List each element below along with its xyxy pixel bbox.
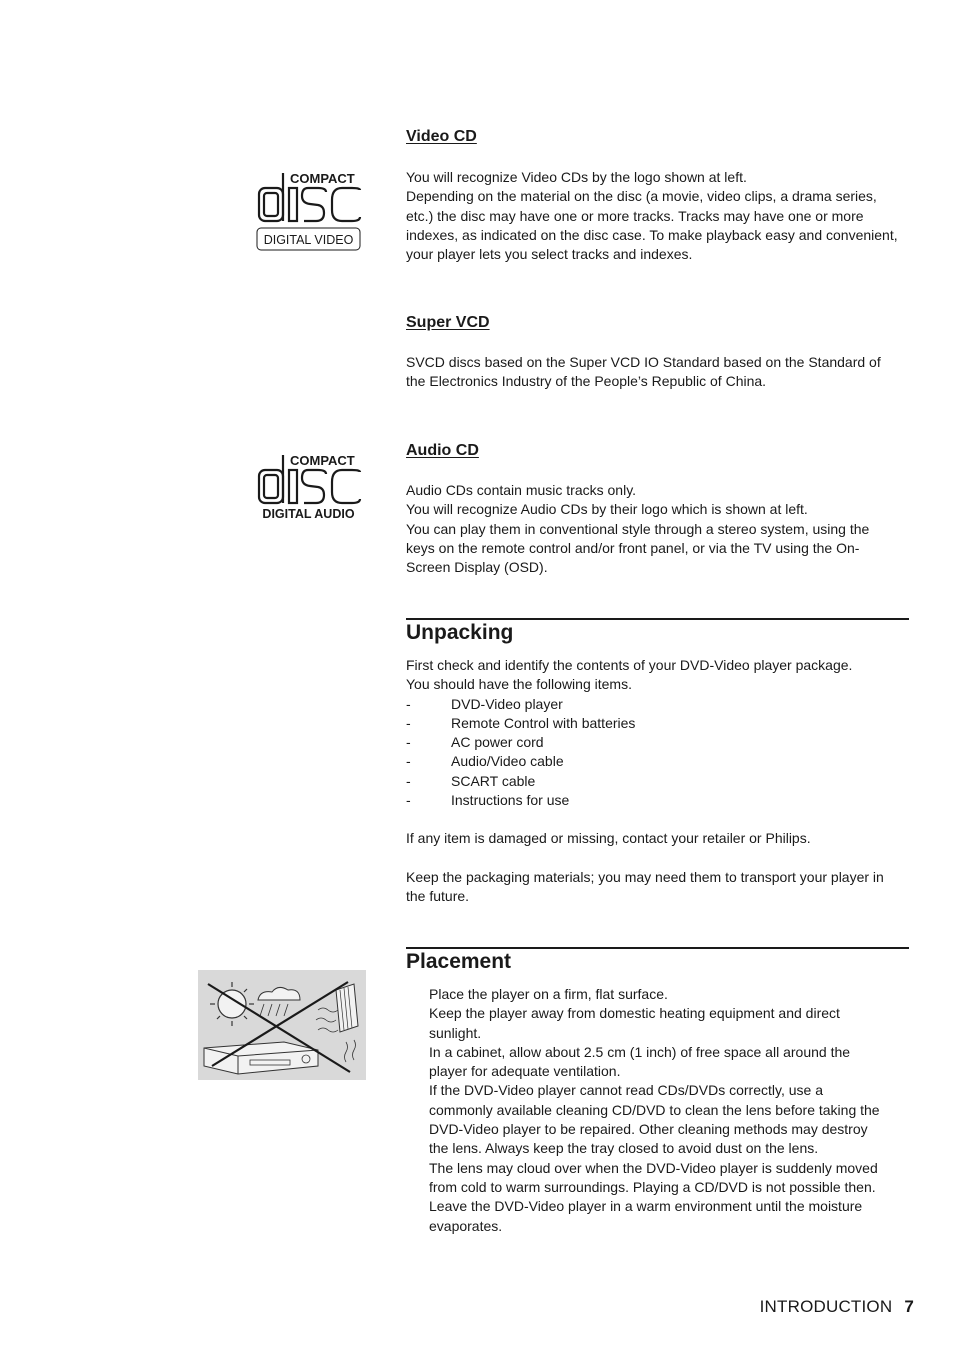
audio-cd-line: You can play them in conventional style through a stereo system, using the (406, 520, 870, 537)
video-cd-line: etc.) the disc may have one or more tracks. Tracks may have one or more (406, 207, 864, 224)
placement-line: evaporates. (429, 1217, 503, 1234)
video-cd-heading: Video CD (406, 128, 477, 145)
audio-cd-line: Audio CDs contain music tracks only. (406, 482, 637, 498)
list-item: - DVD-Video player (406, 695, 563, 712)
super-vcd-line: SVCD discs based on the Super VCD IO Standard based on the Standard of (406, 354, 881, 370)
unpacking-item-list (406, 695, 909, 811)
placement-line: DVD-Video player to be repaired. Other cleaning methods may destroy (429, 1121, 868, 1138)
list-item: - SCART cable (406, 772, 536, 789)
unpacking-heading: Unpacking (406, 618, 909, 646)
placement-warning-icon (198, 970, 366, 1080)
list-item: - Audio/Video cable (406, 753, 564, 770)
page-footer (760, 1297, 914, 1317)
video-cd-line: You will recognize Video CDs by the logo shown at left. (406, 169, 747, 185)
placement-line: from cold to warm surroundings. Playing a CD/DVD is not possible then. (429, 1178, 876, 1195)
placement-line: sunlight. (429, 1024, 482, 1041)
placement-line: player for adequate ventilation. (429, 1063, 621, 1080)
unpacking-intro: You should have the following items. (406, 676, 632, 693)
logo-top-text: COMPACT (290, 171, 355, 186)
super-vcd-section (406, 313, 909, 392)
video-cd-line: Depending on the material on the disc (a movie, video clips, a drama series, (406, 188, 877, 205)
logo-bottom-text: DIGITAL AUDIO (262, 507, 355, 521)
list-item: - AC power cord (406, 734, 544, 751)
video-cd-section (406, 127, 909, 264)
super-vcd-heading: Super VCD (406, 314, 490, 331)
list-item: - Instructions for use (406, 792, 570, 809)
audio-cd-line: keys on the remote control and/or front panel, or via the TV using the On- (406, 539, 860, 556)
audio-cd-section (406, 441, 909, 577)
placement-line: Keep the player away from domestic heating equipment and direct (429, 1005, 840, 1022)
placement-heading: Placement (406, 947, 909, 975)
unpacking-intro: First check and identify the contents of your DVD-Video player package. (406, 657, 853, 673)
unpacking-damaged-note: If any item is damaged or missing, contact your retailer or Philips. (406, 830, 811, 847)
logo-bottom-text: DIGITAL VIDEO (263, 233, 354, 247)
placement-line: Place the player on a firm, flat surface. (429, 986, 668, 1002)
placement-line: the lens. Always keep the tray closed to avoid dust on the lens. (429, 1140, 819, 1157)
list-item: - Remote Control with batteries (406, 714, 636, 731)
unpacking-keep-note: Keep the packaging materials; you may need them to transport your player in (406, 868, 884, 885)
footer-section-name: INTRODUCTION (759, 1297, 893, 1316)
video-cd-line: indexes, as indicated on the disc case. To make playback easy and convenient, (406, 226, 898, 243)
compact-disc-digital-audio-logo (256, 452, 362, 527)
placement-line: In a cabinet, allow about 2.5 cm (1 inch) of free space all around the (429, 1043, 851, 1060)
audio-cd-line: You will recognize Audio CDs by their logo which is shown at left. (406, 501, 808, 518)
audio-cd-heading: Audio CD (406, 442, 479, 459)
placement-line: If the DVD-Video player cannot read CDs/DVDs correctly, use a (429, 1082, 823, 1099)
page-number: 7 (904, 1297, 914, 1316)
placement-section (429, 985, 909, 1236)
unpacking-keep-note: the future. (406, 887, 470, 904)
unpacking-section (406, 656, 909, 906)
placement-line: Leave the DVD-Video player in a warm environment until the moisture (429, 1198, 863, 1215)
logo-top-text: COMPACT (290, 453, 355, 468)
compact-disc-digital-video-logo (256, 170, 362, 259)
super-vcd-line: the Electronics Industry of the People’s Republic of China. (406, 373, 767, 390)
placement-line: commonly available cleaning CD/DVD to clean the lens before taking the (429, 1101, 880, 1118)
placement-line: The lens may cloud over when the DVD-Video player is suddenly moved (429, 1159, 878, 1176)
video-cd-line: your player lets you select tracks and indexes. (406, 246, 693, 263)
audio-cd-line: Screen Display (OSD). (406, 559, 548, 576)
placement-illustration (198, 970, 366, 1080)
